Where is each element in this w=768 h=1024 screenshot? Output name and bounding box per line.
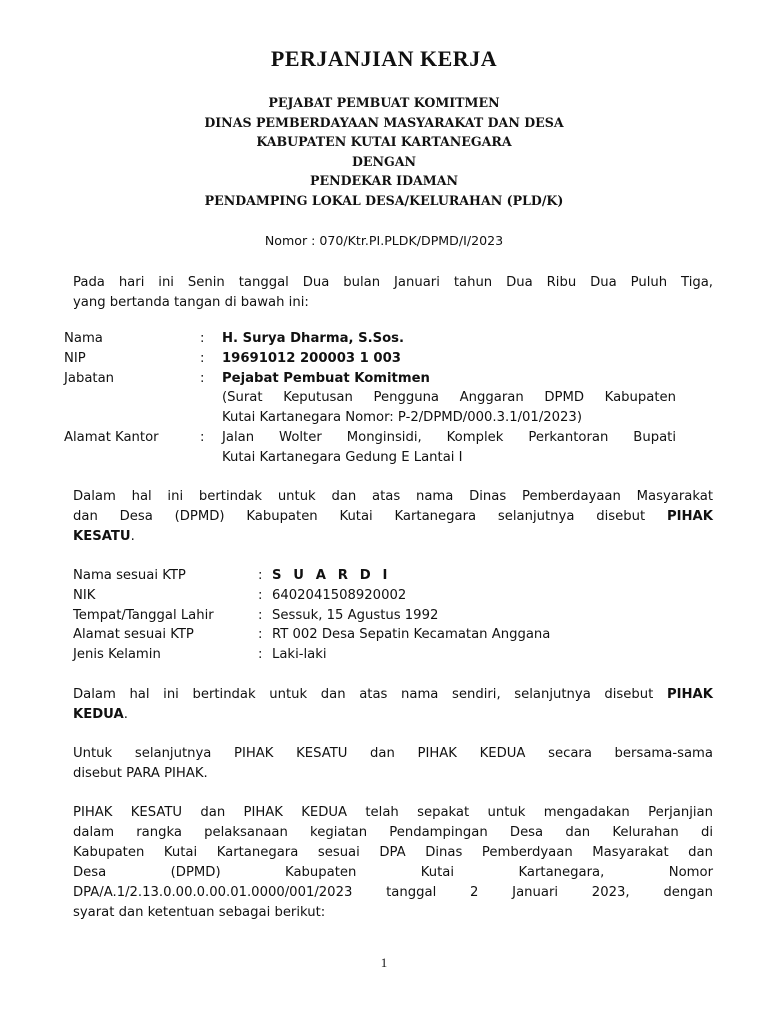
field-value: Laki-laki xyxy=(272,647,327,663)
paragraph-line: Dalam hal ini bertindak untuk dan atas nama sendiri, selanjutnya disebut PIHAK xyxy=(73,687,713,702)
pihak-kedua-details xyxy=(73,566,573,665)
field-value: RT 002 Desa Sepatin Kecamatan Anggana xyxy=(272,627,551,643)
field-label: NIP xyxy=(64,350,86,366)
paragraph-line: disebut PARA PIHAK. xyxy=(73,766,208,781)
paragraph-line: dalam rangka pelaksanaan kegiatan Pendampingan Desa dan Kelurahan di xyxy=(73,825,713,840)
header-line: DINAS PEMBERDAYAAN MASYARAKAT DAN DESA xyxy=(204,114,564,130)
header-line: PEJABAT PEMBUAT KOMITMEN xyxy=(268,95,500,110)
field-row-nip xyxy=(64,349,676,369)
field-value: Sessuk, 15 Agustus 1992 xyxy=(272,607,439,623)
document-number: Nomor : 070/Ktr.PI.PLDK/DPMD/I/2023 xyxy=(264,233,504,248)
field-value: S U A R D I xyxy=(272,568,391,583)
field-row-alamat-ktp xyxy=(73,625,573,645)
header-line: DENGAN xyxy=(351,153,417,169)
field-value: (Surat Keputusan Pengguna Anggaran DPMD Kabupaten xyxy=(222,390,676,406)
field-row-jabatan-note xyxy=(64,388,676,408)
field-colon: : xyxy=(258,647,263,663)
field-row-ttl xyxy=(73,606,573,626)
field-value: Pejabat Pembuat Komitmen xyxy=(222,370,430,386)
paragraph-kesepakatan xyxy=(73,803,713,923)
field-colon: : xyxy=(258,587,263,603)
field-row-nik xyxy=(73,586,573,606)
paragraph-line: Pada hari ini Senin tanggal Dua bulan Januari tahun Dua Ribu Dua Puluh Tiga, xyxy=(73,275,713,290)
field-row-nama xyxy=(64,329,676,349)
paragraph-line: syarat dan ketentuan sebagai berikut: xyxy=(73,905,326,920)
paragraph-line: KESATU. xyxy=(73,529,135,544)
header-line: PENDAMPING LOKAL DESA/KELURAHAN (PLD/K) xyxy=(204,192,564,208)
paragraph-pihak-kedua xyxy=(73,685,713,725)
field-label: Alamat Kantor xyxy=(64,429,159,445)
intro-paragraph xyxy=(73,273,713,313)
field-label: Nama xyxy=(64,331,103,346)
field-row-nama-ktp xyxy=(73,566,573,586)
field-label: Nama sesuai KTP xyxy=(73,568,186,583)
field-colon: : xyxy=(200,350,205,366)
field-label: Alamat sesuai KTP xyxy=(73,627,194,643)
field-row-jenis-kelamin xyxy=(73,645,573,665)
paragraph-line: DPA/A.1/2.13.0.00.0.00.01.0000/001/2023 tanggal 2 Januari 2023, dengan xyxy=(73,885,713,900)
paragraph-line: yang bertanda tangan di bawah ini: xyxy=(73,295,309,310)
paragraph-line: dan Desa (DPMD) Kabupaten Kutai Kartanegara selanjutnya disebut PIHAK xyxy=(73,509,713,524)
field-label: NIK xyxy=(73,587,96,603)
paragraph-line: Untuk selanjutnya PIHAK KESATU dan PIHAK KEDUA secara bersama-sama xyxy=(73,746,713,761)
field-colon: : xyxy=(200,429,205,445)
field-colon: : xyxy=(258,568,263,583)
field-row-alamat xyxy=(64,428,676,448)
field-colon: : xyxy=(200,331,205,346)
paragraph-para-pihak xyxy=(73,744,713,784)
paragraph-pihak-kesatu xyxy=(73,487,713,547)
field-row-jabatan-note xyxy=(64,408,676,428)
paragraph-line: Desa (DPMD) Kabupaten Kutai Kartanegara, Nomor xyxy=(73,865,713,880)
paragraph-line: PIHAK KESATU dan PIHAK KEDUA telah sepakat untuk mengadakan Perjanjian xyxy=(73,805,713,820)
field-colon: : xyxy=(258,627,263,643)
header-line: KABUPATEN KUTAI KARTANEGARA xyxy=(256,134,512,150)
document-title: PERJANJIAN KERJA xyxy=(270,46,498,71)
field-value: Kutai Kartanegara Gedung E Lantai I xyxy=(222,449,463,465)
field-value: Jalan Wolter Monginsidi, Komplek Perkantoran Bupati xyxy=(222,429,676,445)
field-colon: : xyxy=(200,370,205,386)
field-label: Tempat/Tanggal Lahir xyxy=(73,607,214,623)
field-label: Jenis Kelamin xyxy=(73,647,161,663)
field-value: H. Surya Dharma, S.Sos. xyxy=(222,331,405,346)
field-label: Jabatan xyxy=(64,370,115,386)
page-number: 1 xyxy=(380,955,388,970)
paragraph-line: Kabupaten Kutai Kartanegara sesuai DPA Dinas Pemberdyaan Masyarakat dan xyxy=(73,845,713,860)
field-value: Kutai Kartanegara Nomor: P-2/DPMD/000.3.1/01/2023) xyxy=(222,410,582,426)
field-colon: : xyxy=(258,607,263,623)
header-line: PENDEKAR IDAMAN xyxy=(310,173,458,189)
field-value: 19691012 200003 1 003 xyxy=(222,350,401,366)
field-value: 6402041508920002 xyxy=(272,587,407,603)
field-row-alamat-cont xyxy=(64,448,676,468)
document-header xyxy=(0,93,768,211)
paragraph-line: Dalam hal ini bertindak untuk dan atas nama Dinas Pemberdayaan Masyarakat xyxy=(73,489,713,504)
field-row-jabatan xyxy=(64,369,676,389)
paragraph-line: KEDUA. xyxy=(73,707,128,722)
pihak-kesatu-details xyxy=(64,329,676,468)
